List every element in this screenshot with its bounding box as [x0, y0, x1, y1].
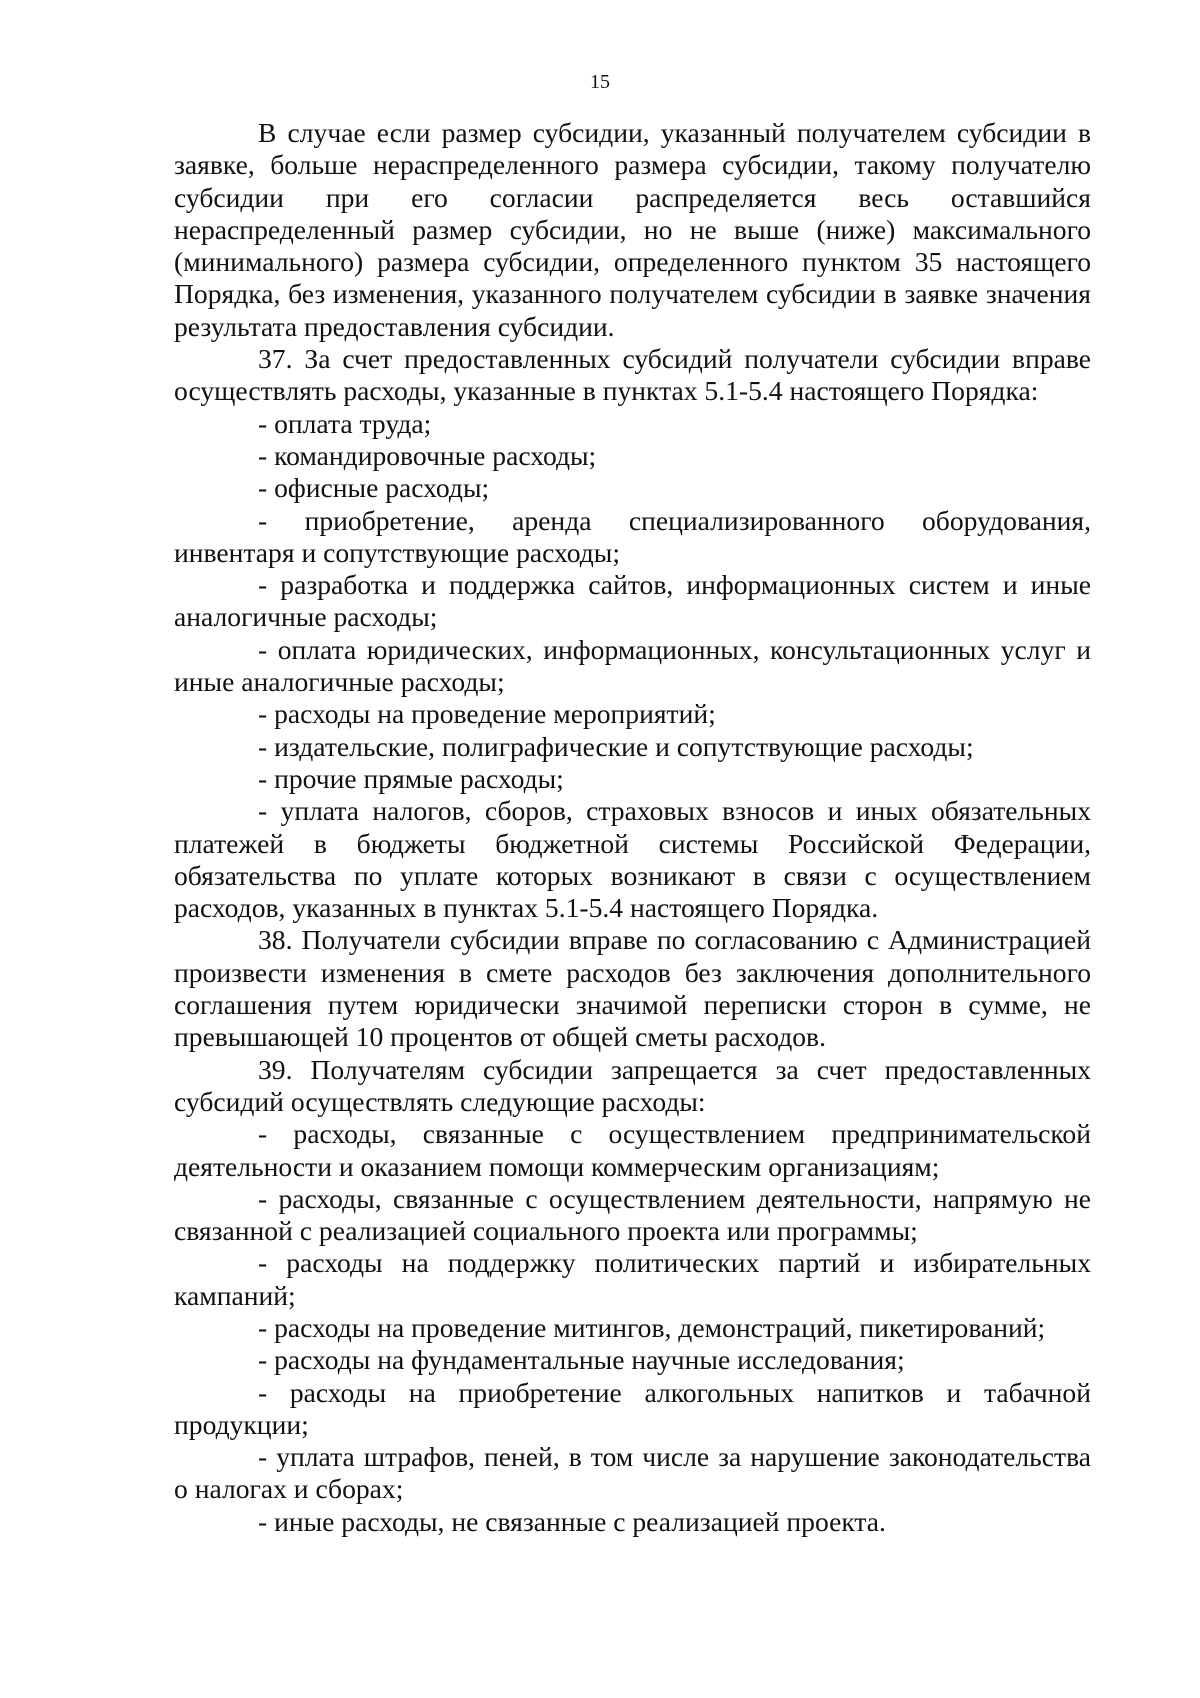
- list-item-websites: - разработка и поддержка сайтов, информационных систем и иные аналогичные расходы;: [174, 569, 1091, 633]
- prohibited-item-unrelated-activity: - расходы, связанные с осуществлением деятельности, напрямую не связанной с реализацией социального проекта или программы;: [174, 1182, 1091, 1247]
- prohibited-item-political: - расходы на поддержку политических партий и избирательных кампаний;: [174, 1247, 1091, 1311]
- prohibited-item-rallies: - расходы на проведение митингов, демонстраций, пикетирований;: [258, 1311, 1046, 1343]
- prohibited-item-research: - расходы на фундаментальные научные исследования;: [258, 1344, 905, 1376]
- list-item-consulting: - оплата юридических, информационных, консультационных услуг и иные аналогичные расходы;: [174, 633, 1091, 698]
- page-number: 15: [590, 71, 610, 93]
- paragraph-subsidy-distribution: В случае если размер субсидии, указанный получателем субсидии в заявке, больше нераспределенного размера субсидии, такому получателю субсидии при его согласии распределяется весь оставшийся нераспределенный размер субсидии, но не выше (ниже) максимального (минимального) размера субсидии, определенного пунктом 35 настоящего Порядка, без изменения, указанного получателем субсидии в заявке значения результата предоставления субсидии.: [174, 117, 1091, 342]
- list-item-travel: - командировочные расходы;: [258, 439, 597, 471]
- paragraph-39-intro: 39. Получателям субсидии запрещается за счет предоставленных субсидий осуществлять следующие расходы:: [174, 1053, 1091, 1117]
- list-item-publishing: - издательские, полиграфические и сопутствующие расходы;: [258, 730, 974, 762]
- document-body: [174, 117, 1091, 1538]
- paragraph-37-intro: 37. За счет предоставленных субсидий получатели субсидии вправе осуществлять расходы, указанные в пунктах 5.1-5.4 настоящего Порядка:: [174, 343, 1091, 407]
- prohibited-item-other: - иные расходы, не связанные с реализацией проекта.: [258, 1505, 886, 1537]
- prohibited-item-business: - расходы, связанные с осуществлением предпринимательской деятельности и оказанием помощи коммерческим организациям;: [174, 1118, 1091, 1182]
- list-item-events: - расходы на проведение мероприятий;: [258, 698, 716, 730]
- prohibited-item-alcohol-tobacco: - расходы на приобретение алкогольных напитков и табачной продукции;: [174, 1376, 1091, 1440]
- list-item-office: - офисные расходы;: [258, 472, 490, 504]
- list-item-equipment: - приобретение, аренда специализированного оборудования, инвентаря и сопутствующие расходы;: [174, 504, 1091, 568]
- list-item-other-direct: - прочие прямые расходы;: [258, 762, 564, 794]
- paragraph-38: 38. Получатели субсидии вправе по согласованию с Администрацией произвести изменения в смете расходов без заключения дополнительного соглашения путем юридически значимой переписки сторон в сумме, не превышающей 10 процентов от общей сметы расходов.: [174, 924, 1091, 1053]
- prohibited-item-fines: - уплата штрафов, пеней, в том числе за нарушение законодательства о налогах и сборах;: [174, 1441, 1091, 1505]
- list-item-taxes: - уплата налогов, сборов, страховых взносов и иных обязательных платежей в бюджеты бюджетной системы Российской Федерации, обязательства по уплате которых возникают в связи с осуществлением расходов, указанных в пунктах 5.1-5.4 настоящего Порядка.: [174, 795, 1091, 924]
- list-item-labor: - оплата труда;: [258, 407, 432, 439]
